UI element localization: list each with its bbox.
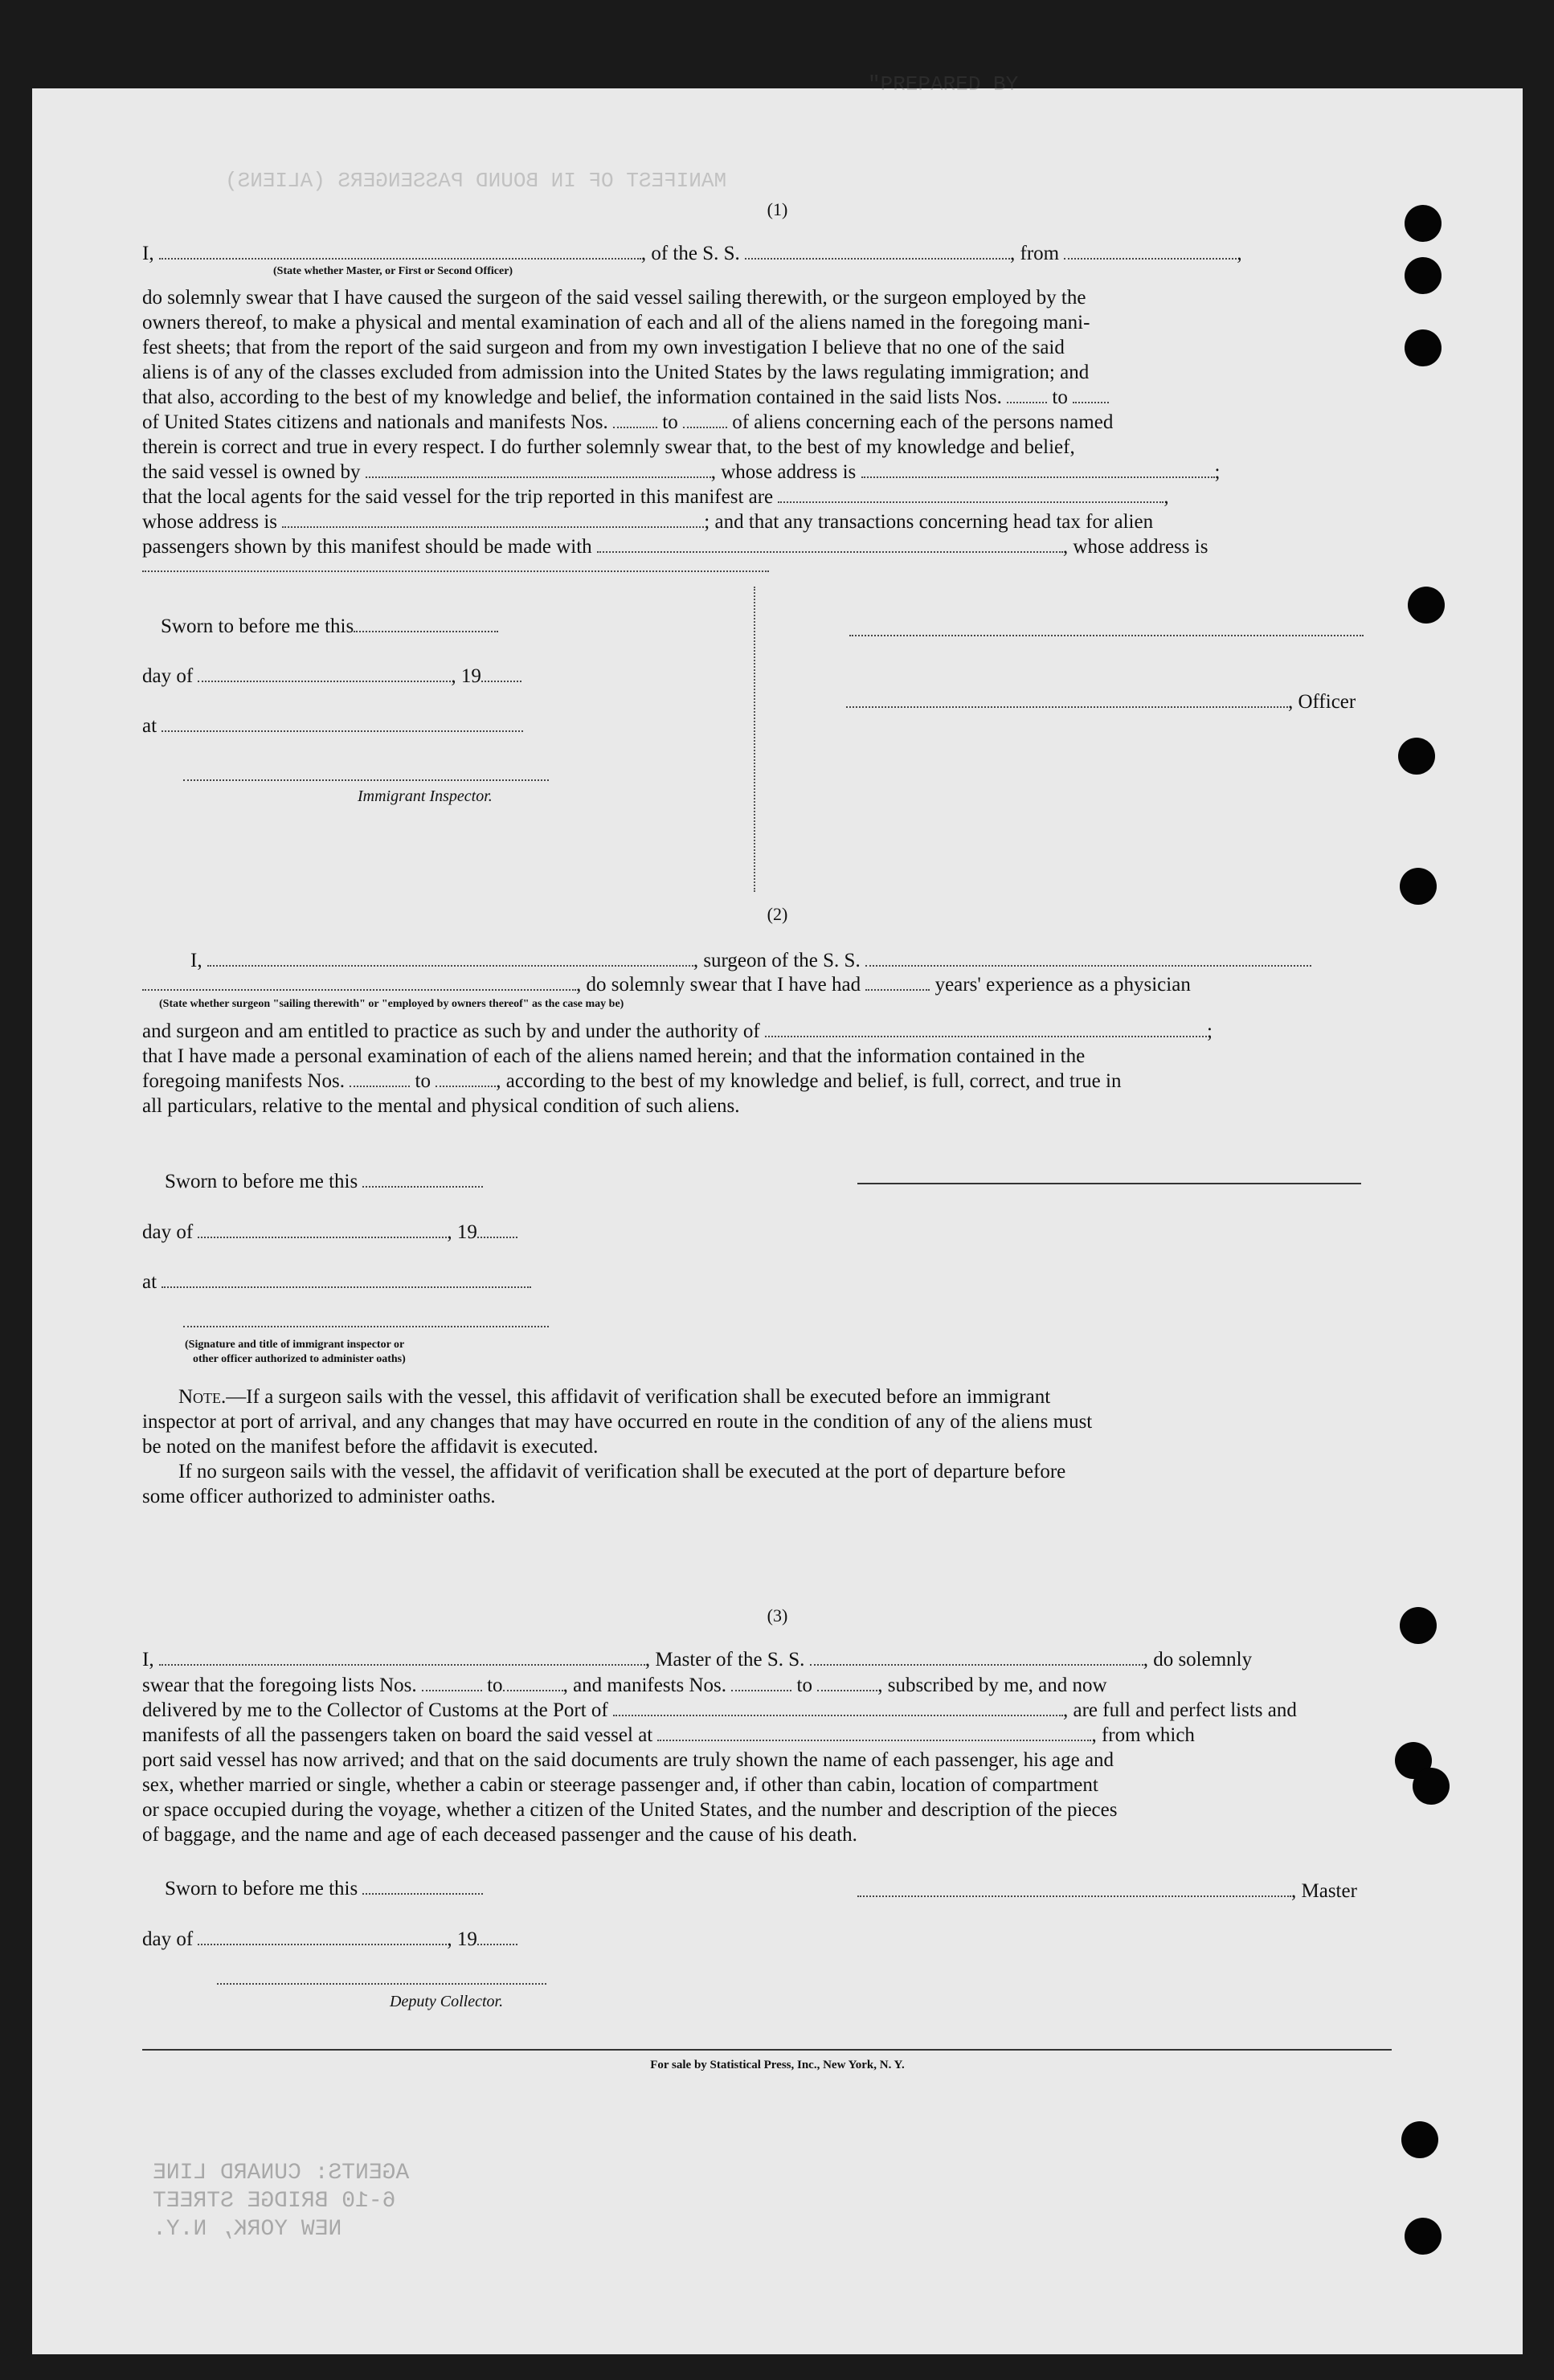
bleed-through-title: MANIFEST OF IN BOUND PASSENGERS (ALIENS) [225,169,727,193]
immigrant-inspector-caption: Immigrant Inspector. [358,787,493,805]
deputy-collector-line [217,1983,546,1985]
punch-hole [1413,1768,1450,1805]
section-3-day-of: day of , 19 [142,1927,517,1952]
section-2-signature-line [857,1183,1361,1184]
section-2-sworn: Sworn to before me this [165,1169,483,1194]
officer-blank-1 [849,635,1364,636]
section-2-inspector-line [183,1326,549,1327]
section-1-first-line: I, , of the S. S. , from , [142,243,1242,264]
section-2-second-line: , do solemnly swear that I have had years' experience as a physician [142,972,1392,997]
address-blank [142,570,769,572]
punch-hole [1398,738,1435,775]
section-1-number: (1) [767,199,788,219]
section-2-day-of: day of , 19 [142,1220,517,1245]
section-1-day-of: day of , 19 [142,664,521,689]
footer-rule [142,2049,1392,2051]
section-3-sworn: Sworn to before me this [165,1876,483,1901]
surgeon-note-text: Note.—If a surgeon sails with the vessel, this affidavit of verification shall be executed before an immigrant inspector at port of arrival, and any changes that may have occurred en route in the condition of any of the aliens must be noted on the manifest before the affidavit is executed. If no surgeon sails with the vessel, the affidavit of verification shall be executed at the port of departure before some officer authorized to administer oaths. [142,1386,1093,1507]
punch-hole [1400,868,1437,905]
note-label: Note. [178,1386,227,1408]
master-signature: , Master [857,1879,1357,1904]
bleed-through-header: "PREPARED BY [868,72,1019,96]
section-2-first-line: I, , surgeon of the S. S. [190,948,1392,973]
section-1-divider [754,587,755,892]
master-officer-note: (State whether Master, or First or Second Officer) [273,265,513,277]
signature-note-1: (Signature and title of immigrant inspector or [185,1339,405,1351]
punch-hole [1408,587,1445,624]
bleed-through-stamp-3: NEW YORK, N.Y. [153,2217,342,2242]
section-1-sworn: Sworn to before me this [161,614,498,639]
section-1-oath-text: do solemnly swear that I have caused the surgeon of the said vessel sailing therewith, or the surgeon employed by the owners thereof, to make a physical and mental examination of each and all of the aliens named in the foregoing mani- fest sheets; that from the report of the said surgeon and from my own investigation I believe that no one of the said aliens is of any of the classes excluded from admission into the United States by the laws regulating immigration; and that also, according to the best of my knowledge and belief, the information contained in the said lists Nos. to of United States citizens and nationals and manifests Nos. to of aliens concerning each of the persons named therein is correct and true in every respect. I do further solemnly swear that, to the best of my knowledge and belief, the said vessel is owned by , whose address is ; that the local agents for the said vessel for the trip reported in this manifest are , whose address is ; and that any transactions concerning head tax for alien passengers shown by this manifest should be made with , whose address is [142,287,1221,558]
punch-hole [1405,257,1442,294]
section-2-number: (2) [767,904,788,924]
section-2-at: at [142,1270,531,1294]
section-3-first-line: I, , Master of the S. S. , do solemnly [142,1649,1253,1670]
manifest-page [32,72,1523,2354]
bleed-through-stamp-2: 6-10 BRIDGE STREET [153,2189,396,2214]
punch-hole [1405,329,1442,366]
section-3-number: (3) [767,1605,788,1626]
surgeon-note: (State whether surgeon "sailing therewith" or "employed by owners thereof" as the case may be) [159,998,624,1010]
printer-footer: For sale by Statistical Press, Inc., New York, N. Y. [650,2059,905,2071]
bleed-through-stamp-1: AGENTS: CUNARD LINE [153,2161,410,2186]
section-2-oath-text: and surgeon and am entitled to practice as such by and under the authority of ; that I have made a personal examination of each of the aliens named herein; and that the information contained in the foregoing manifests Nos. to , according to the best of my knowledge and belief, is full, correct, and true in all particulars, relative to the mental and physical condition of such aliens. [142,1020,1213,1117]
signature-note-2: other officer authorized to administer oaths) [193,1353,406,1365]
punch-hole [1401,2121,1438,2158]
punch-hole [1405,2218,1442,2255]
inspector-signature-line [183,779,549,781]
officer-signature: , Officer [846,689,1356,714]
deputy-collector-caption: Deputy Collector. [390,1993,504,2010]
section-3-oath-text: swear that the foregoing lists Nos. to , and manifests Nos. to , subscribed by me, and now delivered by me to the Collector of Customs at the Port of , are full and perfect lists and manifests of all the passengers taken on board the said vessel at , from which port said vessel has now arrived; and that on the said documents are truly shown the name of each passenger, his age and sex, whether married or single, whether a cabin or steerage passenger and, if other than cabin, location of compartment or space occupied during the voyage, whether a citizen of the United States, and the number and description of the pieces of baggage, and the name and age of each deceased passenger and the cause of his death. [142,1675,1297,1846]
section-1-at: at [142,714,523,738]
